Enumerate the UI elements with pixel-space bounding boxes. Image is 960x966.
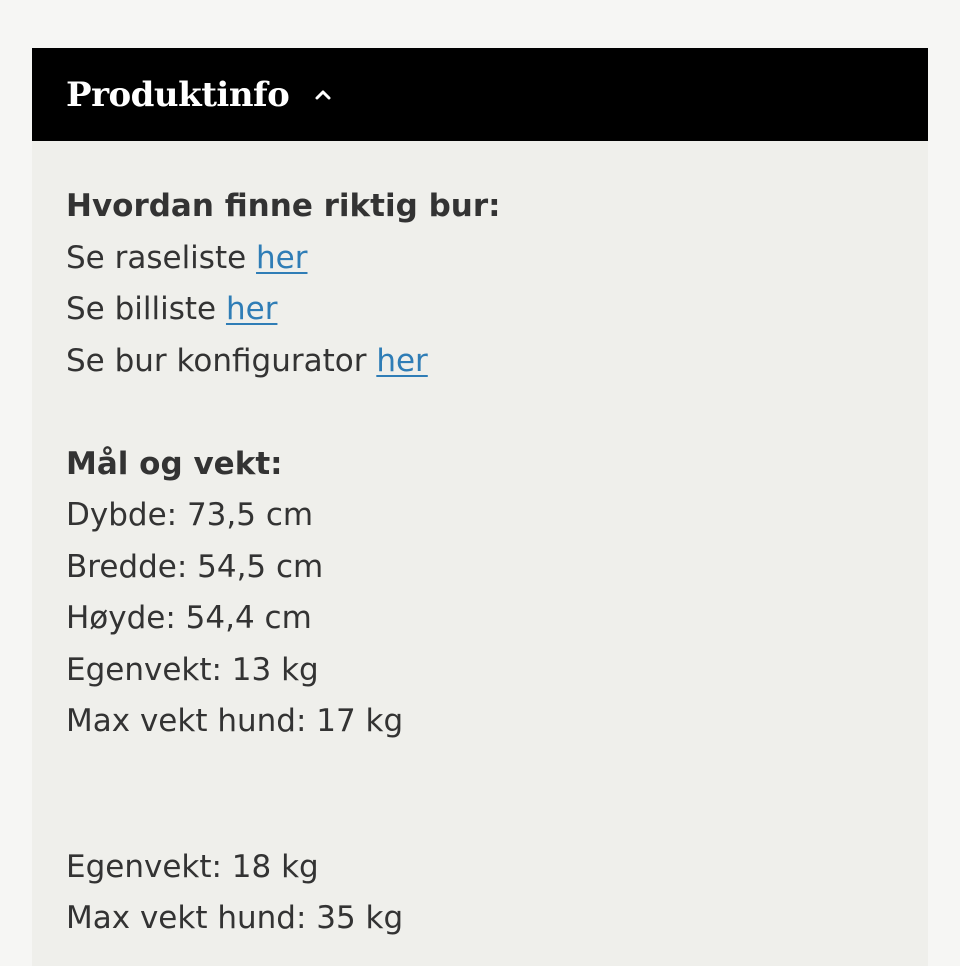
spacer [66,387,928,439]
configurator-text: Se bur konfigurator [66,342,377,379]
car-list-text: Se billiste [66,291,226,327]
accordion-title: Produktinfo [66,74,290,115]
spacer [66,748,928,842]
how-to-heading: Hvordan finne riktig bur: [66,188,501,224]
max-dog-weight-text: Max vekt hund: 17 kg [66,703,404,739]
dimensions-heading: Mål og vekt: [66,445,283,482]
own-weight-text: Egenvekt: 13 kg [66,651,319,688]
height-text: Høyde: 54,4 cm [66,600,312,636]
configurator-link[interactable]: her [376,342,428,379]
produktinfo-accordion [32,48,928,966]
max-dog-weight-text-2: Max vekt hund: 35 kg [66,900,404,936]
width-text: Bredde: 54,5 cm [66,548,324,585]
depth-text: Dybde: 73,5 cm [66,497,314,533]
breed-list-row [66,233,928,285]
chevron-up-icon[interactable] [313,85,333,105]
configurator-row [66,336,928,388]
car-list-link[interactable]: her [225,291,278,327]
breed-list-link[interactable]: her [256,239,308,276]
accordion-body [32,141,928,945]
accordion-header[interactable] [32,48,928,141]
car-list-row [66,284,928,336]
own-weight-text-2: Egenvekt: 18 kg [66,848,319,885]
breed-list-text: Se raseliste [66,239,257,276]
